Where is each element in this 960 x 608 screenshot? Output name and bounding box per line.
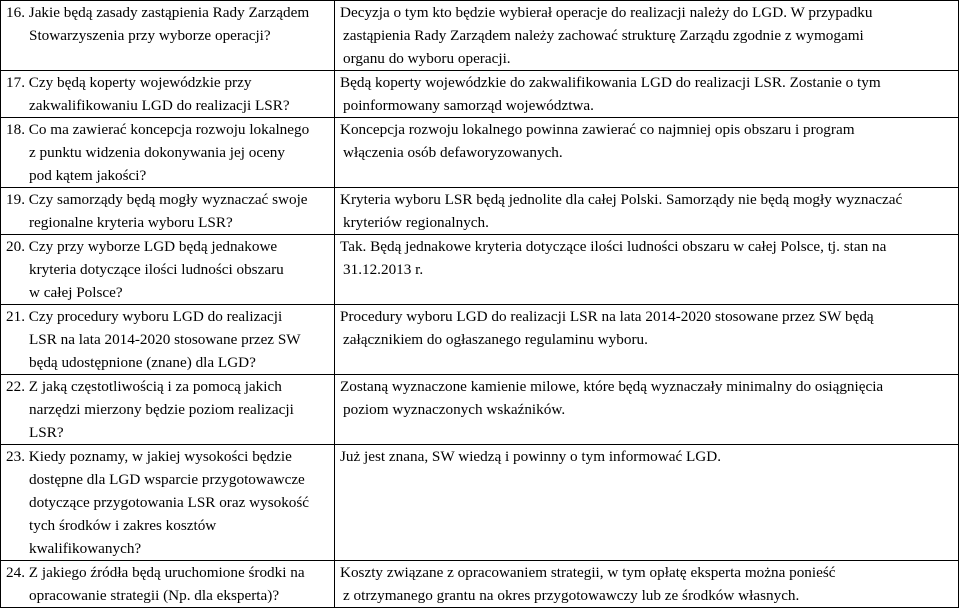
answer-line: Tak. Będą jednakowe kryteria dotyczące ilości ludności obszaru w całej Polsce, tj. stan na bbox=[340, 238, 887, 255]
question-cell bbox=[1, 305, 335, 375]
answer-cell bbox=[335, 561, 959, 608]
table-row bbox=[1, 1, 959, 71]
table-row bbox=[1, 71, 959, 118]
question-line: będą udostępnione (znane) dla LGD? bbox=[29, 354, 256, 371]
answer-cell bbox=[335, 375, 959, 445]
question-cell bbox=[1, 71, 335, 118]
question-line: zakwalifikowaniu LGD do realizacji LSR? bbox=[29, 97, 290, 114]
answer-line: organu do wyboru operacji. bbox=[343, 50, 511, 67]
question-line: LSR? bbox=[29, 424, 64, 441]
question-line: Stowarzyszenia przy wyborze operacji? bbox=[29, 27, 271, 44]
table-row bbox=[1, 188, 959, 235]
question-line: z punktu widzenia dokonywania jej oceny bbox=[29, 144, 285, 161]
answer-line: Decyzja o tym kto będzie wybierał operacje do realizacji należy do LGD. W przypadku bbox=[340, 4, 873, 21]
question-line: tych środków i zakres kosztów bbox=[29, 517, 217, 534]
question-line: w całej Polsce? bbox=[29, 284, 123, 301]
answer-line: Zostaną wyznaczone kamienie milowe, które będą wyznaczały minimalny do osiągnięcia bbox=[340, 378, 884, 395]
answer-line: z otrzymanego grantu na okres przygotowawczy lub ze środków własnych. bbox=[343, 587, 800, 604]
answer-line: Kryteria wyboru LSR będą jednolite dla całej Polski. Samorządy nie będą mogły wyznaczać bbox=[340, 191, 903, 208]
question-cell bbox=[1, 561, 335, 608]
question-line: 19. Czy samorządy będą mogły wyznaczać swoje bbox=[6, 191, 308, 208]
question-line: dotyczące przygotowania LSR oraz wysokość bbox=[29, 494, 310, 511]
question-cell bbox=[1, 235, 335, 305]
answer-cell bbox=[335, 71, 959, 118]
answer-line: Procedury wyboru LGD do realizacji LSR na lata 2014-2020 stosowane przez SW będą bbox=[340, 308, 874, 325]
question-line: dostępne dla LGD wsparcie przygotowawcze bbox=[29, 471, 305, 488]
question-line: 16. Jakie będą zasady zastąpienia Rady Zarządem bbox=[6, 4, 310, 21]
qa-table-body bbox=[1, 1, 959, 608]
table-row bbox=[1, 235, 959, 305]
answer-line: załącznikiem do ogłaszanego regulaminu wyboru. bbox=[343, 331, 648, 348]
answer-cell bbox=[335, 118, 959, 188]
question-line: kwalifikowanych? bbox=[29, 540, 142, 557]
question-cell bbox=[1, 188, 335, 235]
question-line: 20. Czy przy wyborze LGD będą jednakowe bbox=[6, 238, 278, 255]
question-cell bbox=[1, 445, 335, 561]
question-line: LSR na lata 2014-2020 stosowane przez SW bbox=[29, 331, 301, 348]
question-line: 22. Z jaką częstotliwością i za pomocą jakich bbox=[6, 378, 282, 395]
question-line: 24. Z jakiego źródła będą uruchomione środki na bbox=[6, 564, 305, 581]
answer-line: Koszty związane z opracowaniem strategii, w tym opłatę eksperta można ponieść bbox=[340, 564, 836, 581]
table-row bbox=[1, 118, 959, 188]
question-line: 23. Kiedy poznamy, w jakiej wysokości będzie bbox=[6, 448, 292, 465]
question-line: kryteria dotyczące ilości ludności obszaru bbox=[29, 261, 284, 278]
question-cell bbox=[1, 375, 335, 445]
table-row bbox=[1, 561, 959, 608]
answer-line: Koncepcja rozwoju lokalnego powinna zawierać co najmniej opis obszaru i program bbox=[340, 121, 855, 138]
answer-line: Będą koperty wojewódzkie do zakwalifikowania LGD do realizacji LSR. Zostanie o tym bbox=[340, 74, 881, 91]
question-line: pod kątem jakości? bbox=[29, 167, 147, 184]
table-row bbox=[1, 375, 959, 445]
answer-line: kryteriów regionalnych. bbox=[343, 214, 489, 231]
answer-line: włączenia osób defaworyzowanych. bbox=[343, 144, 563, 161]
question-line: 18. Co ma zawierać koncepcja rozwoju lokalnego bbox=[6, 121, 310, 138]
answer-line: zastąpienia Rady Zarządem należy zachować strukturę Zarządu zgodnie z wymogami bbox=[343, 27, 864, 44]
answer-line: poziom wyznaczonych wskaźników. bbox=[343, 401, 566, 418]
answer-line: Już jest znana, SW wiedzą i powinny o tym informować LGD. bbox=[340, 448, 722, 465]
question-line: 21. Czy procedury wyboru LGD do realizacji bbox=[6, 308, 283, 325]
question-cell bbox=[1, 1, 335, 71]
answer-cell bbox=[335, 1, 959, 71]
answer-cell bbox=[335, 235, 959, 305]
answer-line: 31.12.2013 r. bbox=[343, 261, 424, 278]
question-line: opracowanie strategii (Np. dla eksperta)? bbox=[29, 587, 280, 604]
answer-cell bbox=[335, 305, 959, 375]
answer-cell bbox=[335, 188, 959, 235]
table-row bbox=[1, 305, 959, 375]
question-line: 17. Czy będą koperty wojewódzkie przy bbox=[6, 74, 252, 91]
answer-cell bbox=[335, 445, 959, 561]
answer-line: poinformowany samorząd województwa. bbox=[343, 97, 594, 114]
question-line: regionalne kryteria wyboru LSR? bbox=[29, 214, 233, 231]
question-cell bbox=[1, 118, 335, 188]
table-row bbox=[1, 445, 959, 561]
question-line: narzędzi mierzony będzie poziom realizacji bbox=[29, 401, 294, 418]
